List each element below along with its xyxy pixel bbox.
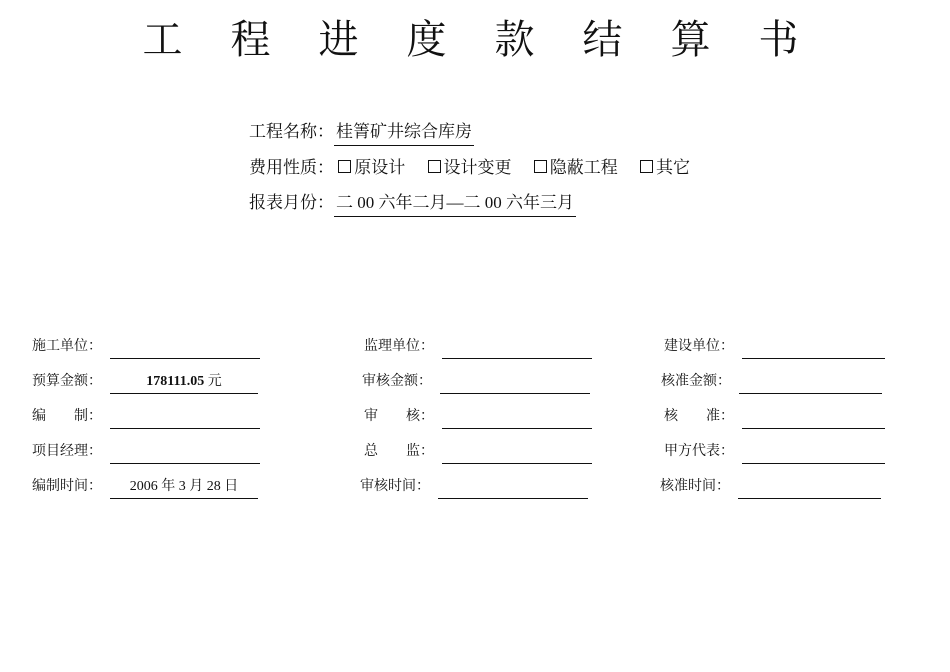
compile-time-field: 编制时间： 2006 年 3 月 28 日 [32, 477, 102, 497]
party-a-rep-field: 甲方代表： [664, 442, 734, 462]
approve-time-field: 核准时间： [660, 477, 730, 497]
option-concealed-work[interactable]: 隐蔽工程 [534, 158, 618, 177]
party-a-rep-line[interactable] [742, 463, 885, 464]
checkbox-icon[interactable] [338, 160, 351, 173]
report-period-label: 报表月份： [249, 193, 334, 212]
cost-type-row [249, 157, 708, 179]
project-name-row [249, 121, 474, 146]
budget-amount-value: 178111.05 [146, 374, 205, 389]
budget-amount-field: 预算金额： 178111.05 元 [32, 372, 102, 392]
budget-amount-unit: 元 [207, 374, 222, 389]
construction-unit-field: 施工单位： [32, 337, 102, 357]
audit-amount-line[interactable] [440, 393, 590, 394]
compiled-by-field: 编 制： [32, 407, 102, 427]
approve-line[interactable] [742, 428, 885, 429]
budget-amount-line [110, 393, 258, 394]
construction-unit-line[interactable] [110, 358, 260, 359]
report-period-value: 二 00 六年二月—二 00 六年三月 [334, 192, 576, 217]
option-other[interactable]: 其它 [640, 158, 690, 177]
project-name-label: 工程名称： [249, 122, 334, 141]
project-name-value: 桂箐矿井综合库房 [334, 121, 474, 146]
audit-time-field: 审核时间： [360, 477, 430, 497]
approved-amount-line[interactable] [739, 393, 882, 394]
chief-supervisor-line[interactable] [442, 463, 592, 464]
audit-line[interactable] [442, 428, 592, 429]
checkbox-icon[interactable] [534, 160, 547, 173]
project-manager-field: 项目经理： [32, 442, 102, 462]
approved-amount-field: 核准金额： [661, 372, 731, 392]
option-design-change[interactable]: 设计变更 [428, 158, 512, 177]
approve-time-line[interactable] [738, 498, 881, 499]
document-title: 工 程 进 度 款 结 算 书 [142, 17, 818, 62]
supervision-unit-line[interactable] [442, 358, 592, 359]
supervision-unit-field: 监理单位： [364, 337, 434, 357]
option-original-design[interactable]: 原设计 [338, 158, 405, 177]
checkbox-icon[interactable] [640, 160, 653, 173]
compile-time-line [110, 498, 258, 499]
owner-unit-field: 建设单位： [664, 337, 734, 357]
checkbox-icon[interactable] [428, 160, 441, 173]
owner-unit-line[interactable] [742, 358, 885, 359]
audit-field: 审 核： [364, 407, 434, 427]
audit-time-line[interactable] [438, 498, 588, 499]
project-manager-line[interactable] [110, 463, 260, 464]
chief-supervisor-field: 总 监： [364, 442, 434, 462]
approve-field: 核 准： [664, 407, 734, 427]
report-period-row [249, 192, 576, 217]
compile-time-value: 2006 年 3 月 28 日 [129, 479, 239, 494]
cost-type-label: 费用性质： [249, 158, 334, 177]
compiled-by-line[interactable] [110, 428, 260, 429]
audit-amount-field: 审核金额： [362, 372, 432, 392]
